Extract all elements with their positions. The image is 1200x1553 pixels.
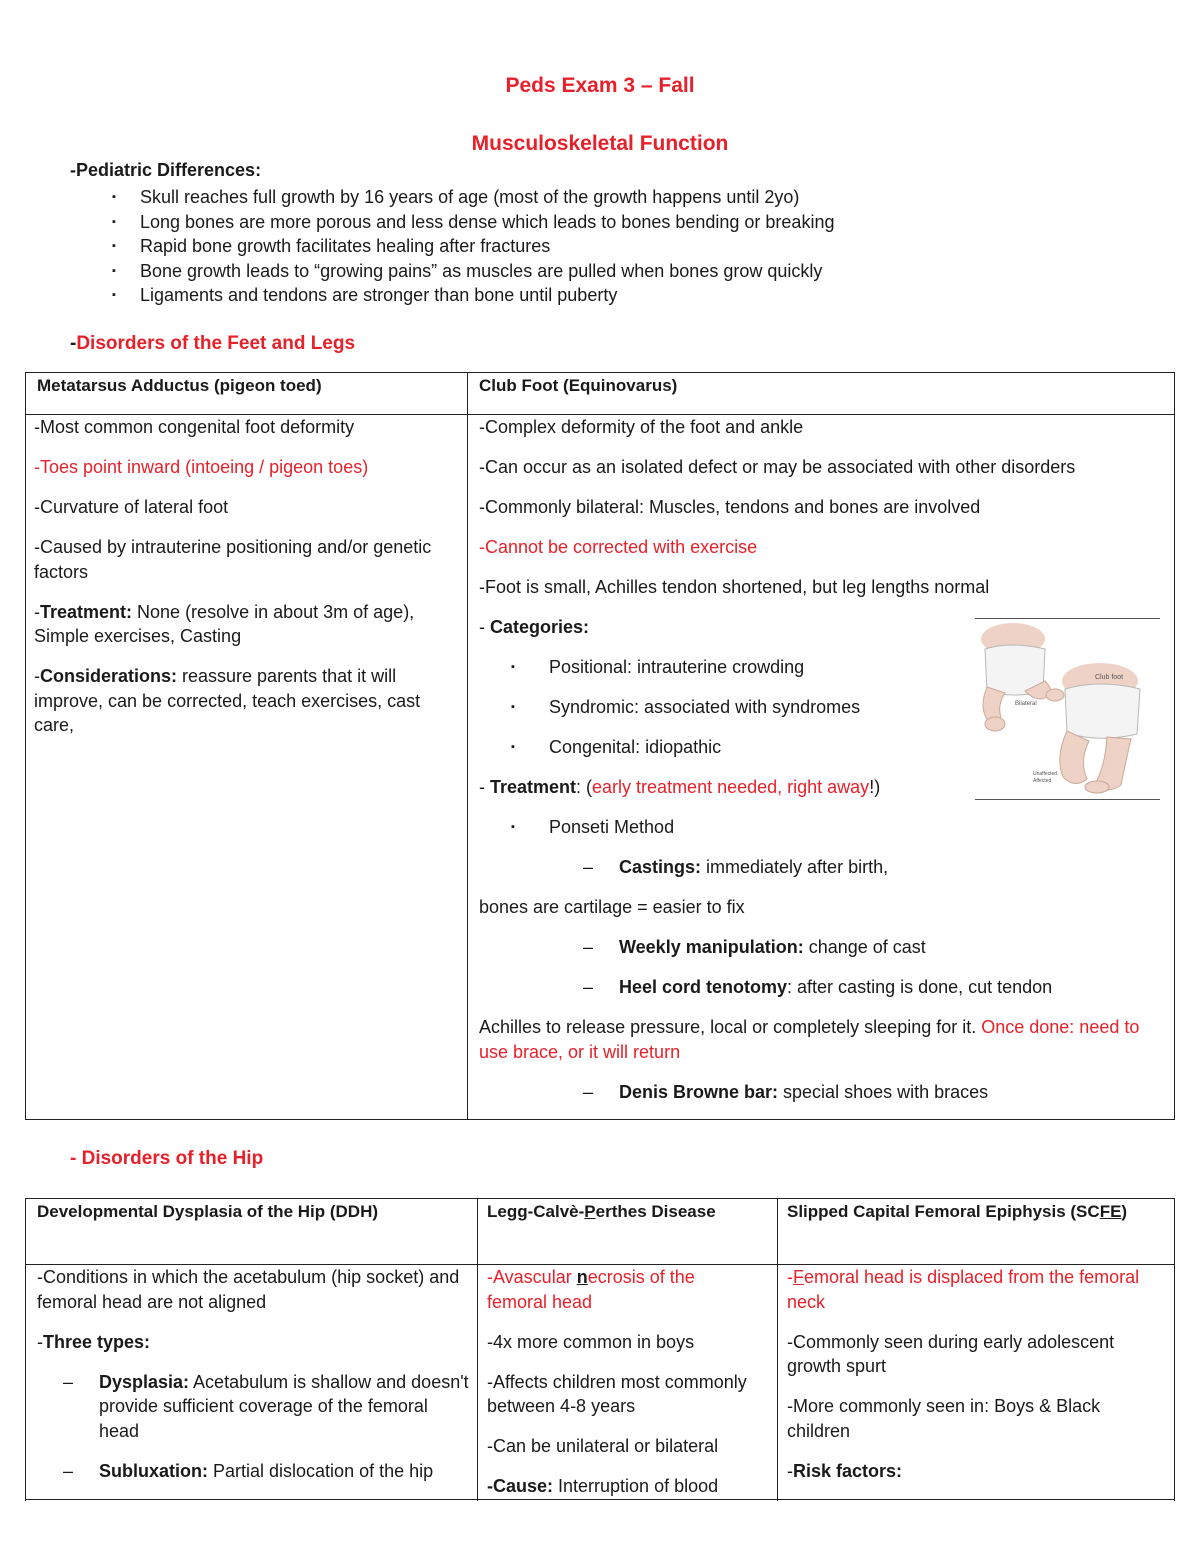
scfe-content: [787, 1265, 1162, 1499]
scfe-p1-b: emoral head is displaced from the femoral neck: [787, 1267, 1140, 1312]
clubfoot-line: -Cannot be corrected with exercise: [479, 537, 758, 557]
figure-label: Affected: [1033, 778, 1052, 784]
perthes-line: -Can be unilateral or bilateral: [487, 1436, 719, 1456]
risk-label: Risk factors:: [793, 1460, 903, 1481]
clubfoot-line: -Complex deformity of the foot and ankle: [479, 417, 804, 437]
heel-label: Heel cord tenotomy: [619, 977, 788, 997]
clubfoot-illustration: [975, 619, 1160, 797]
list-item: [479, 1080, 1159, 1105]
subluxation-text: Partial dislocation of the hip: [208, 1460, 434, 1481]
column-divider: [477, 1199, 478, 1501]
clubfoot-header: Club Foot (Equinovarus): [479, 376, 678, 395]
cartilage-line: bones are cartilage = easier to fix: [479, 897, 745, 917]
figure-label: Bilateral: [1015, 701, 1037, 707]
treatment-note: early treatment needed, right away: [592, 777, 870, 797]
scfe-line: -Commonly seen during early adolescent growth spurt: [787, 1331, 1115, 1376]
column-divider: [777, 1199, 778, 1501]
treatment-label: Treatment: [490, 777, 577, 797]
feet-heading-dash: -: [70, 333, 77, 354]
list-item: [37, 1370, 469, 1444]
list-item: ▪ Long bones are more porous and less dense which leads to bones bending or breaking: [112, 211, 834, 236]
list-item: [479, 855, 1159, 880]
list-item: ▪ Congenital: idiopathic: [479, 735, 1159, 760]
dysplasia-text: Acetabulum is shallow and doesn't provide sufficient coverage of the femoral head: [99, 1371, 469, 1441]
perthes-line: -4x more common in boys: [487, 1331, 695, 1352]
treatment-label: Treatment:: [40, 601, 133, 622]
ponseti-list: [479, 815, 1159, 840]
metatarsus-treatment: -Treatment: None (resolve in about 3m of age), Simple exercises, Casting: [34, 601, 415, 646]
castings-text: immediately after birth,: [701, 857, 889, 877]
cause-text: Interruption of blood: [553, 1476, 719, 1496]
castings-list: [479, 855, 1159, 880]
pediatric-heading: -Pediatric Differences:: [70, 160, 262, 180]
cause-label: -Cause:: [487, 1476, 554, 1496]
weekly-text: change of cast: [803, 937, 926, 957]
clubfoot-line: -Can occur as an isolated defect or may be associated with other disorders: [479, 457, 1076, 477]
subluxation-label: Subluxation:: [99, 1460, 208, 1481]
perthes-header-u: P: [584, 1202, 596, 1221]
list-item: [479, 935, 1159, 960]
scfe-header: [787, 1200, 1167, 1225]
hip-heading: - Disorders of the Hip: [70, 1148, 264, 1169]
scfe-p1-u: F: [793, 1267, 804, 1287]
metatarsus-line: -Toes point inward (intoeing / pigeon toes): [34, 457, 369, 477]
figure-label: Unaffected: [1033, 771, 1058, 777]
page-title: Peds Exam 3 – Fall: [505, 74, 695, 97]
perthes-cause: [487, 1474, 757, 1499]
scfe-p1-a: -: [787, 1267, 793, 1287]
figure-label: Club foot: [1095, 674, 1124, 681]
categories-label: Categories:: [490, 617, 590, 637]
perthes-header-a: Legg-Calvè-: [487, 1202, 585, 1221]
metatarsus-header: Metatarsus Adductus (pigeon toed): [37, 376, 322, 395]
perthes-line: -Affects children most commonly between 4-8 years: [487, 1371, 747, 1416]
infant-right: [1060, 663, 1140, 793]
list-item: ▪ Bone growth leads to “growing pains” as muscles are pulled when bones grow quickly: [112, 260, 834, 285]
denis-text: special shoes with braces: [778, 1081, 989, 1102]
clubfoot-figure: [975, 618, 1160, 800]
denis-label: Denis Browne bar:: [619, 1081, 779, 1102]
pediatric-list: [112, 186, 834, 309]
achilles-line: [479, 1015, 1159, 1064]
perthes-header: [487, 1200, 716, 1225]
perthes-header-b: erthes Disease: [595, 1202, 716, 1221]
dysplasia-label: Dysplasia:: [99, 1371, 190, 1392]
considerations-label: Considerations:: [40, 666, 178, 686]
scfe-line: [787, 1265, 1162, 1314]
list-item: ▪ Ponseti Method: [479, 815, 1159, 840]
list-item: ▪ Ligaments and tendons are stronger than bone until puberty: [112, 284, 834, 309]
metatarsus-considerations: -Considerations: reassure parents that it will improve, can be corrected, teach exercises, cast care,: [34, 666, 421, 735]
scfe-risk: -Risk factors:: [787, 1460, 903, 1481]
list-item: ▪ Syndromic: associated with syndromes: [479, 695, 1159, 720]
scfe-header-b: ): [1121, 1202, 1128, 1221]
treatment-text: None (resolve in about 3m of age), Simple exercises, Casting: [34, 601, 415, 646]
ddh-line: -Conditions in which the acetabulum (hip socket) and femoral head are not aligned: [37, 1267, 460, 1312]
perthes-p1-a: -Avascular: [487, 1267, 577, 1287]
manipulation-list: [479, 935, 1159, 1000]
list-item: [479, 975, 1159, 1000]
castings-label: Castings:: [619, 857, 702, 877]
ddh-types: -Three types:: [37, 1331, 151, 1352]
perthes-line: [487, 1265, 757, 1314]
perthes-content: [487, 1265, 757, 1499]
perthes-p1-b: ecrosis of the femoral head: [487, 1267, 695, 1312]
list-item: ▪ Skull reaches full growth by 16 years of age (most of the growth happens until 2yo): [112, 186, 834, 211]
feet-heading-text: Disorders of the Feet and Legs: [76, 333, 356, 354]
metatarsus-content: [34, 415, 452, 753]
weekly-label: Weekly manipulation:: [619, 937, 804, 957]
types-label: Three types:: [43, 1331, 151, 1352]
infant-left: [981, 623, 1064, 731]
categories-line: - Categories:: [479, 617, 590, 637]
scfe-line: -More commonly seen in: Boys & Black children: [787, 1396, 1101, 1441]
clubfoot-line: -Foot is small, Achilles tendon shortened, but leg lengths normal: [479, 577, 990, 597]
achilles-warning: Once done: need to use brace, or it will return: [479, 1017, 1140, 1062]
ddh-header: Developmental Dysplasia of the Hip (DDH): [37, 1202, 379, 1221]
ddh-types-list: [37, 1370, 469, 1484]
list-item: ▪ Rapid bone growth facilitates healing after fractures: [112, 235, 834, 260]
heel-text: : after casting is done, cut tendon: [787, 977, 1053, 997]
feet-heading: [70, 333, 355, 355]
metatarsus-line: -Most common congenital foot deformity: [34, 417, 355, 437]
column-divider: [467, 373, 468, 1119]
metatarsus-line: -Curvature of lateral foot: [34, 497, 229, 517]
list-item: [37, 1459, 469, 1484]
treatment-line: - Treatment: (early treatment needed, right away!): [479, 777, 881, 797]
table-bottom-line: [25, 1499, 1175, 1500]
list-item: ▪ Positional: intrauterine crowding: [479, 655, 1159, 680]
section-title: Musculoskeletal Function: [471, 132, 729, 155]
achilles-text: Achilles to release pressure, local or completely sleeping for it.: [479, 1017, 982, 1037]
metatarsus-line: -Caused by intrauterine positioning and/or genetic factors: [34, 537, 432, 582]
scfe-header-a: Slipped Capital Femoral Epiphysis (SC: [787, 1202, 1100, 1221]
considerations-text: reassure parents that it will improve, can be corrected, teach exercises, cast care,: [34, 666, 421, 735]
clubfoot-line: -Commonly bilateral: Muscles, tendons and bones are involved: [479, 497, 981, 517]
perthes-p1-u: n: [576, 1267, 588, 1287]
ddh-content: [37, 1265, 469, 1499]
scfe-header-u: FE: [1099, 1202, 1122, 1221]
brace-list: [479, 1080, 1159, 1105]
